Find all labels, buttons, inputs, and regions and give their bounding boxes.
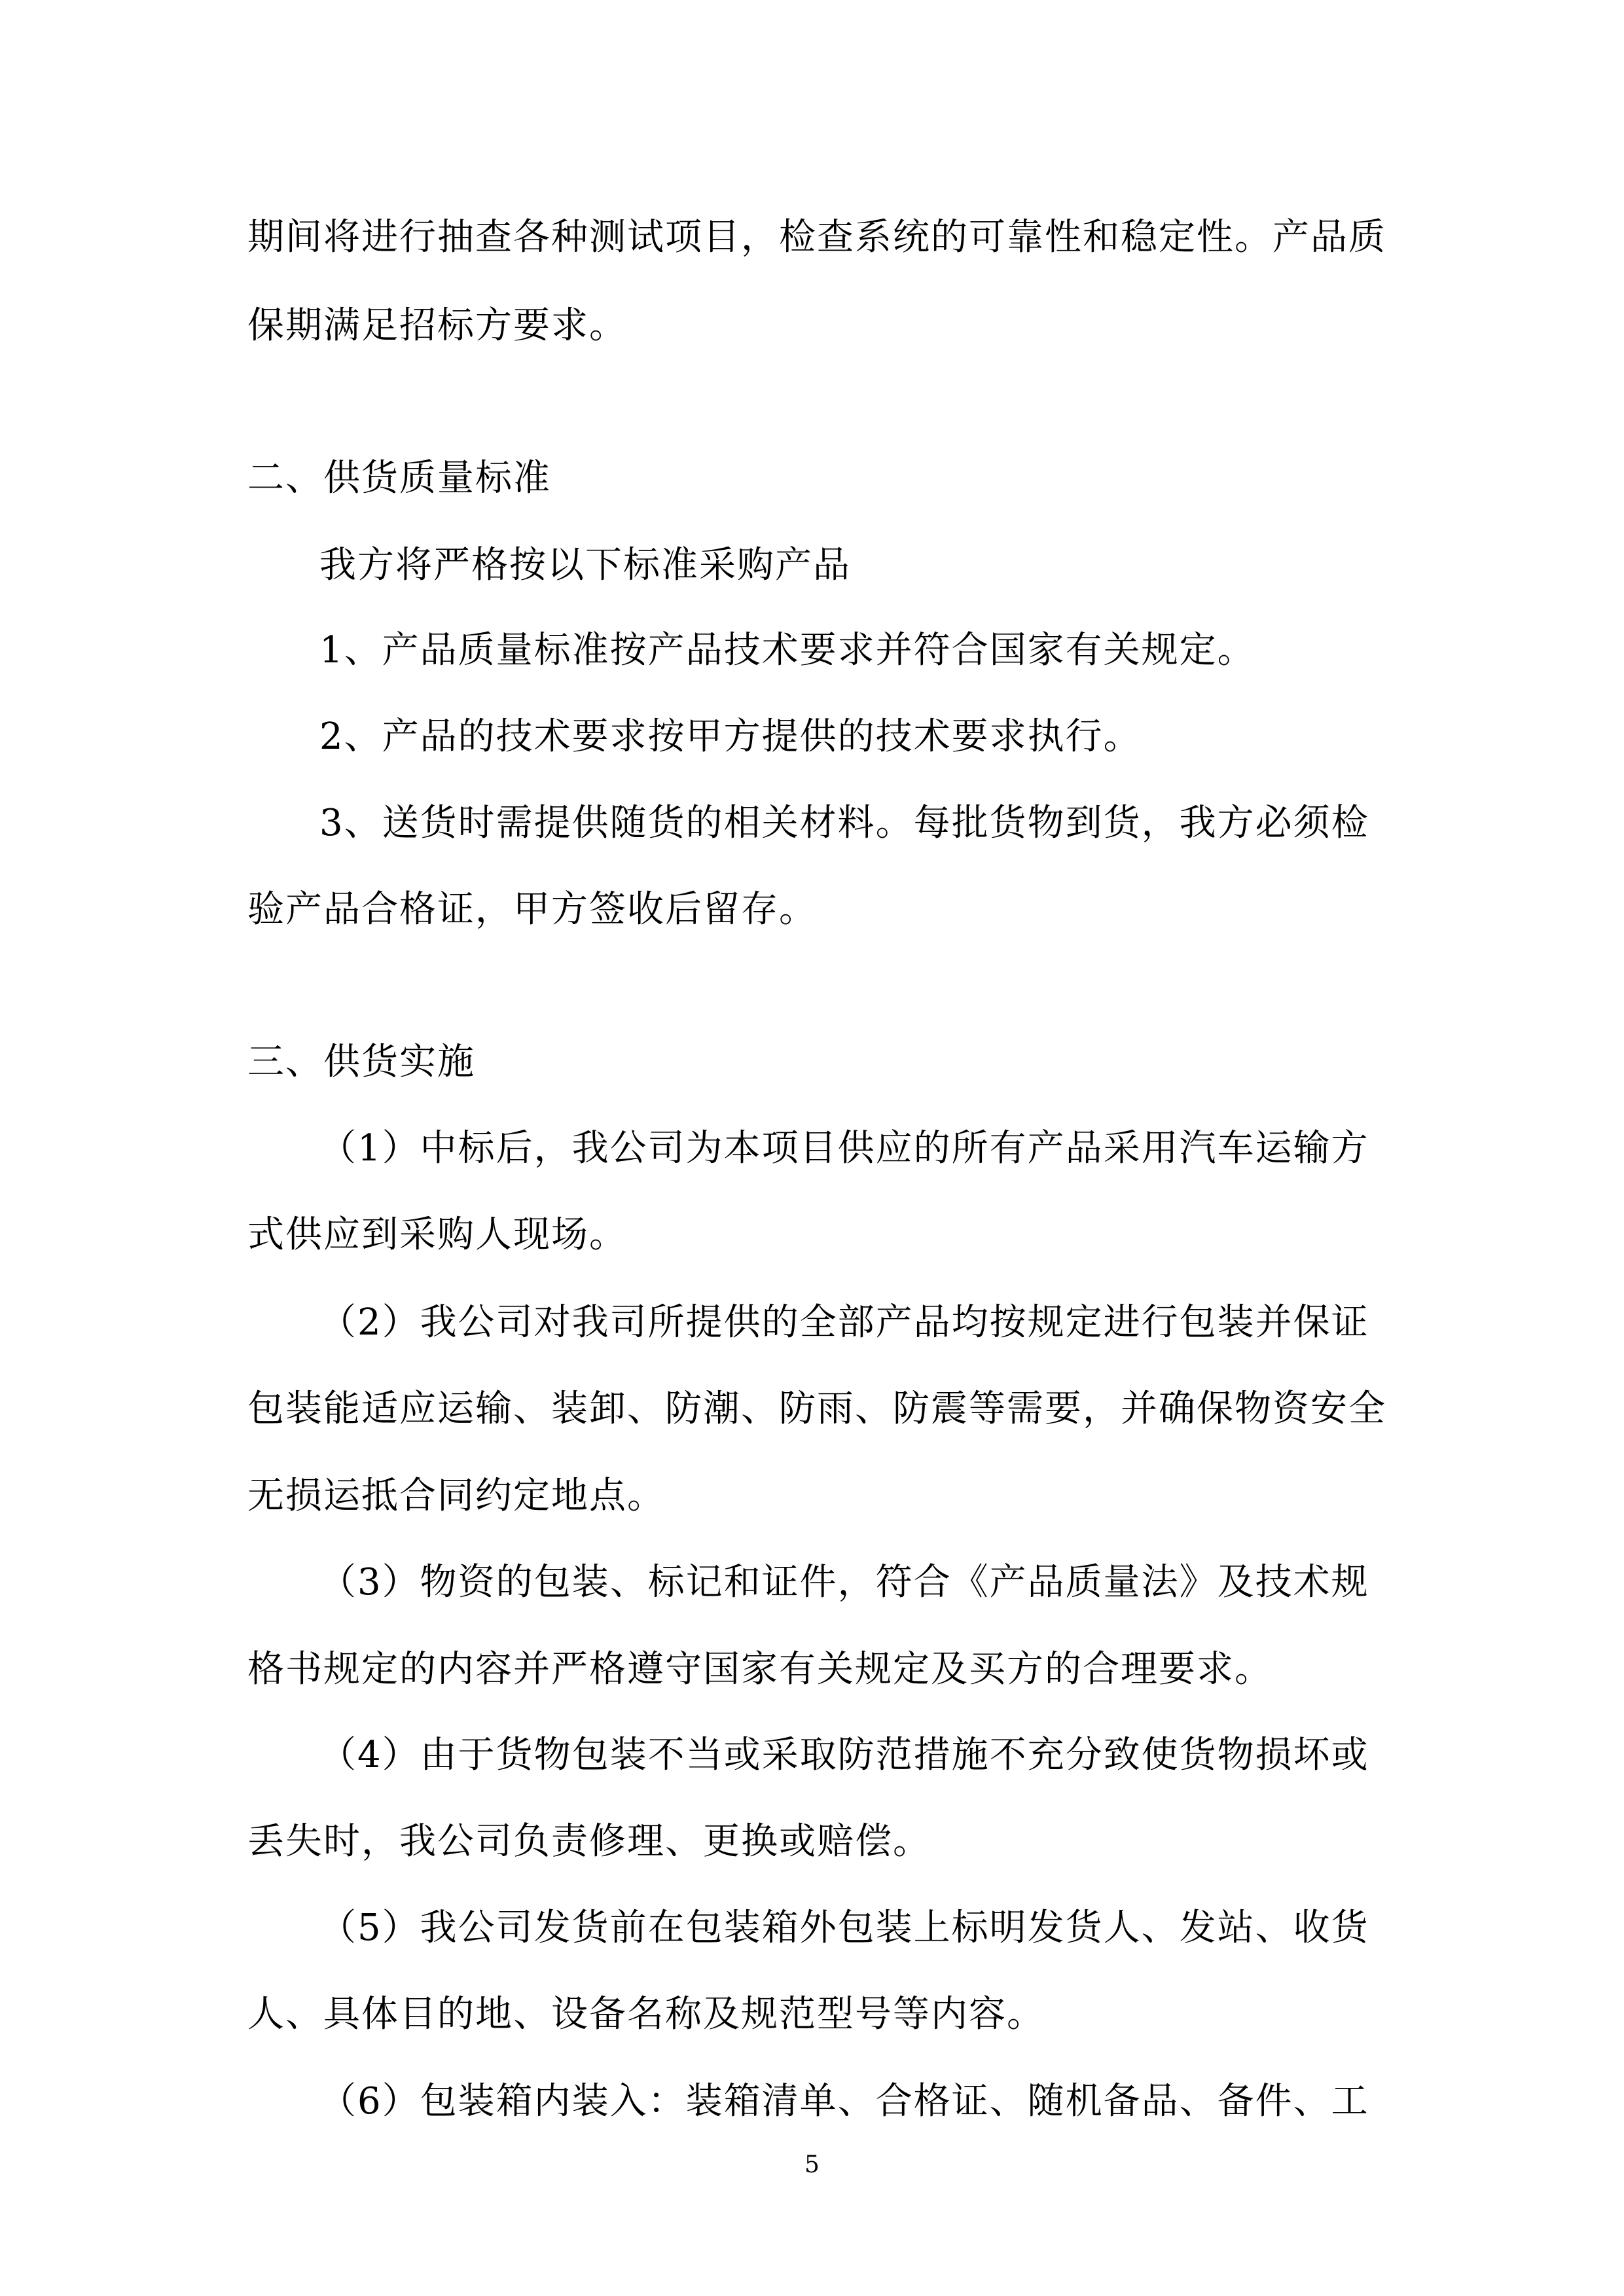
- text-line: 验产品合格证，甲方签收后留存。: [247, 888, 817, 931]
- list-item: 3、送货时需提供随货的相关材料。每批货物到货，我方必须检: [319, 802, 1369, 844]
- list-item: 1、产品质量标准按产品技术要求并符合国家有关规定。: [319, 629, 1255, 672]
- text-line: 丢失时，我公司负责修理、更换或赔偿。: [247, 1820, 931, 1863]
- page-number: 5: [804, 2151, 820, 2178]
- text-line: 我方将严格按以下标准采购产品: [319, 544, 851, 586]
- text-line: 式供应到采购人现场。: [247, 1213, 627, 1256]
- text-line: 保期满足招标方要求。: [247, 304, 627, 347]
- list-item: （2）我公司对我司所提供的全部产品均按规定进行包装并保证: [319, 1301, 1369, 1344]
- section-heading: 三、供货实施: [247, 1041, 475, 1083]
- text-line: 包装能适应运输、装卸、防潮、防雨、防震等需要，并确保物资安全: [247, 1388, 1386, 1430]
- list-item: （4）由于货物包装不当或采取防范措施不充分致使货物损坏或: [319, 1734, 1369, 1776]
- section-heading: 二、供货质量标准: [247, 457, 551, 499]
- list-item: （6）包装箱内装入：装箱清单、合格证、随机备品、备件、工: [319, 2080, 1369, 2123]
- text-line: 期间将进行抽查各种测试项目，检查系统的可靠性和稳定性。产品质: [247, 216, 1386, 259]
- text-line: 无损运抵合同约定地点。: [247, 1475, 665, 1517]
- list-item: （5）我公司发货前在包装箱外包装上标明发货人、发站、收货: [319, 1907, 1369, 1949]
- text-line: 人、具体目的地、设备名称及规范型号等内容。: [247, 1993, 1045, 2036]
- list-item: （1）中标后，我公司为本项目供应的所有产品采用汽车运输方: [319, 1127, 1369, 1170]
- list-item: （3）物资的包装、标记和证件，符合《产品质量法》及技术规: [319, 1561, 1369, 1604]
- text-line: 格书规定的内容并严格遵守国家有关规定及买方的合理要求。: [247, 1648, 1272, 1691]
- list-item: 2、产品的技术要求按甲方提供的技术要求执行。: [319, 715, 1142, 758]
